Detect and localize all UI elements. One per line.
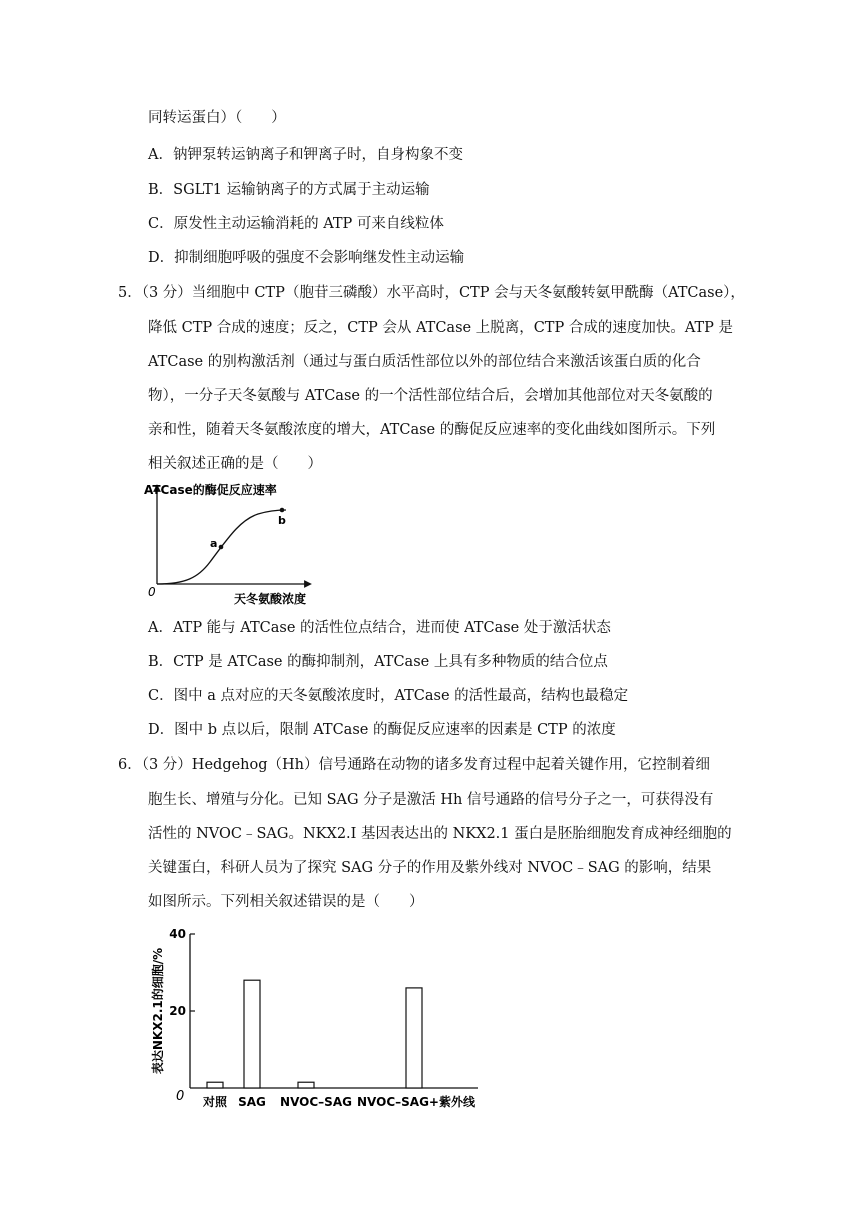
y-axis-label: 表达NKX2.1的细胞/% bbox=[151, 947, 165, 1075]
q4-option-c[interactable]: C．原发性主动运输消耗的 ATP 可来自线粒体 bbox=[148, 216, 444, 232]
origin-label: 0 bbox=[148, 585, 156, 599]
q5-option-c[interactable]: C．图中 a 点对应的天冬氨酸浓度时，ATCase 的活性最高，结构也最稳定 bbox=[148, 688, 629, 704]
bar bbox=[298, 1082, 314, 1088]
x-category-label: NVOC–SAG+紫外线 bbox=[357, 1095, 475, 1109]
bar bbox=[406, 988, 422, 1088]
q5-option-a[interactable]: A．ATP 能与 ATCase 的活性位点结合，进而使 ATCase 处于激活状态 bbox=[148, 620, 611, 636]
bar bbox=[244, 980, 260, 1088]
q5-stem-line: 5．（3 分）当细胞中 CTP（胞苷三磷酸）水平高时，CTP 会与天冬氨酸转氨甲酰酶（ATCase）， bbox=[118, 285, 745, 301]
point-a-label: a bbox=[210, 537, 218, 550]
q5-stem-line: ATCase 的别构激活剂（通过与蛋白质活性部位以外的部位结合来激活该蛋白质的化合 bbox=[148, 354, 701, 370]
q5-option-b[interactable]: B．CTP 是 ATCase 的酶抑制剂，ATCase 上具有多种物质的结合位点 bbox=[148, 654, 608, 670]
q6-stem-line: 胞生长、增殖与分化。已知 SAG 分子是激活 Hh 信号通路的信号分子之一，可获得没有 bbox=[148, 792, 714, 808]
q6-stem-line: 如图所示。下列相关叙述错误的是（ ） bbox=[148, 894, 424, 910]
q5-stem-line: 降低 CTP 合成的速度；反之，CTP 会从 ATCase 上脱离，CTP 合成的速度加快。ATP 是 bbox=[148, 320, 734, 336]
q4-option-b[interactable]: B．SGLT1 运输钠离子的方式属于主动运输 bbox=[148, 182, 430, 198]
q6-stem-line: 关键蛋白，科研人员为了探究 SAG 分子的作用及紫外线对 NVOC﹣SAG 的影响，结果 bbox=[148, 860, 712, 876]
y-axis-label: ATCase的酶促反应速率 bbox=[144, 483, 277, 497]
q5-option-d[interactable]: D．图中 b 点以后，限制 ATCase 的酶促反应速率的因素是 CTP 的浓度 bbox=[148, 722, 616, 738]
q4-option-a[interactable]: A．钠钾泵转运钠离子和钾离子时，自身构象不变 bbox=[148, 147, 463, 163]
bar bbox=[207, 1082, 223, 1088]
q5-stem-line: 亲和性，随着天冬氨酸浓度的增大，ATCase 的酶促反应速率的变化曲线如图所示。下列 bbox=[148, 422, 716, 438]
nkx21-bar-chart bbox=[140, 922, 500, 1122]
x-category-label: SAG bbox=[238, 1095, 266, 1109]
atcase-curve-figure bbox=[140, 480, 340, 610]
q4-tail: 同转运蛋白）（ ） bbox=[148, 110, 286, 126]
x-category-label: 对照 bbox=[202, 1095, 228, 1109]
point-a-marker bbox=[219, 545, 224, 550]
x-category-label: NVOC–SAG bbox=[280, 1095, 352, 1109]
point-b-label: b bbox=[278, 514, 286, 527]
q5-stem-line: 相关叙述正确的是（ ） bbox=[148, 456, 322, 472]
q4-option-d[interactable]: D．抑制细胞呼吸的强度不会影响继发性主动运输 bbox=[148, 250, 465, 266]
q6-stem-line: 活性的 NVOC﹣SAG。NKX2.I 基因表达出的 NKX2.1 蛋白是胚胎细胞发育成神经细胞的 bbox=[148, 826, 732, 842]
y-tick-label: 40 bbox=[169, 927, 186, 941]
x-axis-label: 天冬氨酸浓度 bbox=[234, 592, 307, 606]
origin-label: 0 bbox=[176, 1089, 185, 1104]
point-b-marker bbox=[280, 508, 285, 513]
q5-stem-line: 物），一分子天冬氨酸与 ATCase 的一个活性部位结合后，会增加其他部位对天冬氨酸的 bbox=[148, 388, 713, 404]
y-tick-label: 20 bbox=[169, 1004, 186, 1018]
q6-stem-line: 6．（3 分）Hedgehog（Hh）信号通路在动物的诸多发育过程中起着关键作用，它控制着细 bbox=[118, 757, 711, 773]
